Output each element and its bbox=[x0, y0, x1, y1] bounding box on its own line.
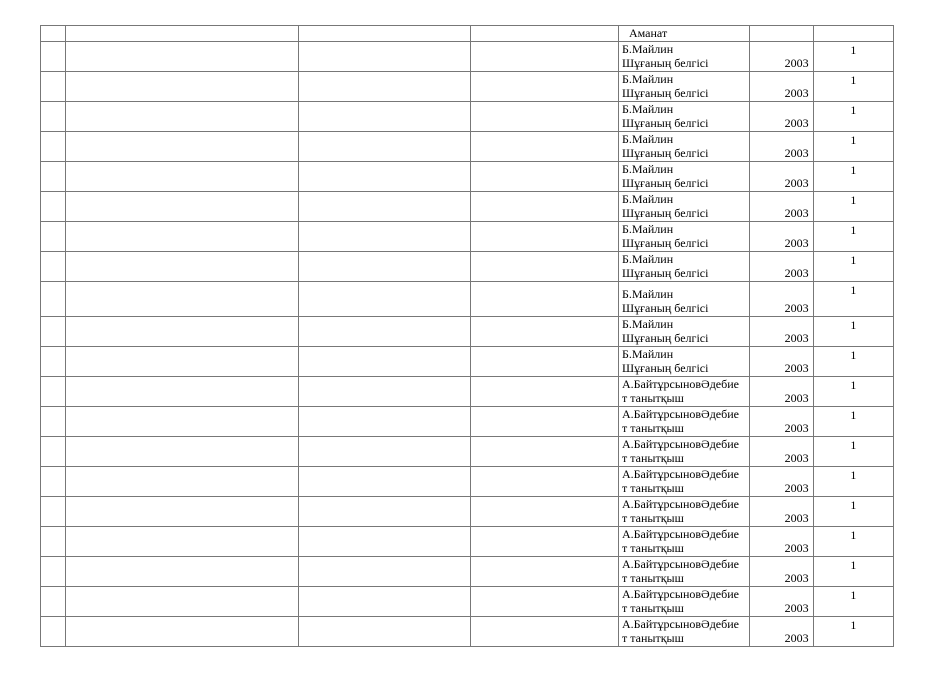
quantity-cell: 1 bbox=[813, 496, 893, 526]
table-row bbox=[41, 251, 894, 281]
book-author: Б.Майлин bbox=[622, 71, 674, 86]
book-author: Б.Майлин bbox=[622, 131, 674, 146]
book-author: А.БайтұрсыновӘдебие bbox=[622, 556, 739, 571]
table-cell bbox=[471, 251, 619, 281]
table-cell bbox=[66, 161, 299, 191]
table-cell bbox=[298, 466, 471, 496]
table-cell bbox=[41, 346, 66, 376]
book-title-cell bbox=[619, 526, 750, 556]
table-cell bbox=[41, 586, 66, 616]
quantity-cell: 1 bbox=[813, 526, 893, 556]
table-cell bbox=[66, 101, 299, 131]
year-cell: 2003 bbox=[750, 251, 813, 281]
table-cell bbox=[298, 131, 471, 161]
book-author: А.БайтұрсыновӘдебие bbox=[622, 496, 739, 511]
quantity-cell: 1 bbox=[813, 191, 893, 221]
year-cell: 2003 bbox=[750, 191, 813, 221]
table-cell bbox=[66, 376, 299, 406]
book-author: А.БайтұрсыновӘдебие bbox=[622, 406, 739, 421]
year-cell: 2003 bbox=[750, 41, 813, 71]
table-cell bbox=[298, 251, 471, 281]
year-cell: 2003 bbox=[750, 71, 813, 101]
book-title: Шұғаның белгісі bbox=[622, 331, 709, 345]
table-cell bbox=[298, 526, 471, 556]
table-cell bbox=[298, 101, 471, 131]
table-cell bbox=[41, 526, 66, 556]
table-cell bbox=[41, 496, 66, 526]
book-title-cell bbox=[619, 71, 750, 101]
table-cell bbox=[298, 71, 471, 101]
table-cell bbox=[41, 316, 66, 346]
year-cell: 2003 bbox=[750, 221, 813, 251]
table-row bbox=[41, 586, 894, 616]
table-cell bbox=[41, 616, 66, 646]
year-cell: 2003 bbox=[750, 346, 813, 376]
book-title: т танытқыш bbox=[622, 421, 684, 435]
table-cell bbox=[41, 406, 66, 436]
book-author: А.БайтұрсыновӘдебие bbox=[622, 526, 739, 541]
document-page bbox=[40, 25, 894, 647]
table-row bbox=[41, 616, 894, 646]
book-title-cell bbox=[619, 221, 750, 251]
table-cell bbox=[66, 191, 299, 221]
book-author: А.БайтұрсыновӘдебие bbox=[622, 466, 739, 481]
book-title: т танытқыш bbox=[622, 541, 684, 555]
quantity-cell: 1 bbox=[813, 616, 893, 646]
table-cell bbox=[41, 466, 66, 496]
book-title: т танытқыш bbox=[622, 571, 684, 585]
book-title-cell bbox=[619, 586, 750, 616]
book-title: т танытқыш bbox=[622, 511, 684, 525]
table-cell bbox=[66, 71, 299, 101]
inventory-table bbox=[40, 25, 894, 647]
table-cell bbox=[471, 26, 619, 42]
year-cell: 2003 bbox=[750, 376, 813, 406]
book-title: Шұғаның белгісі bbox=[622, 86, 709, 100]
table-row bbox=[41, 406, 894, 436]
table-cell bbox=[471, 526, 619, 556]
table-cell bbox=[66, 41, 299, 71]
table-cell bbox=[298, 496, 471, 526]
table-cell bbox=[471, 71, 619, 101]
book-title: т танытқыш bbox=[622, 391, 684, 405]
book-title: Шұғаның белгісі bbox=[622, 116, 709, 130]
table-cell bbox=[298, 221, 471, 251]
table-cell bbox=[66, 556, 299, 586]
book-author: А.БайтұрсыновӘдебие bbox=[622, 436, 739, 451]
table-row bbox=[41, 556, 894, 586]
table-row bbox=[41, 221, 894, 251]
book-author: Б.Майлин bbox=[622, 286, 674, 301]
table-cell bbox=[41, 131, 66, 161]
header-label: Аманат bbox=[619, 26, 750, 42]
table-cell bbox=[298, 436, 471, 466]
book-author: Б.Майлин bbox=[622, 191, 674, 206]
table-cell bbox=[66, 251, 299, 281]
year-cell: 2003 bbox=[750, 406, 813, 436]
table-cell bbox=[471, 466, 619, 496]
quantity-cell: 1 bbox=[813, 436, 893, 466]
table-cell bbox=[66, 316, 299, 346]
table-cell bbox=[66, 131, 299, 161]
table-row bbox=[41, 161, 894, 191]
book-title-cell bbox=[619, 616, 750, 646]
table-cell bbox=[298, 281, 471, 316]
quantity-cell: 1 bbox=[813, 406, 893, 436]
table-cell bbox=[41, 41, 66, 71]
quantity-cell: 1 bbox=[813, 221, 893, 251]
table-row bbox=[41, 466, 894, 496]
table-cell bbox=[66, 26, 299, 42]
table-cell bbox=[298, 316, 471, 346]
table-cell bbox=[471, 281, 619, 316]
book-title: Шұғаның белгісі bbox=[622, 146, 709, 160]
table-cell bbox=[41, 26, 66, 42]
book-title-cell bbox=[619, 436, 750, 466]
book-title-cell bbox=[619, 101, 750, 131]
year-cell: 2003 bbox=[750, 586, 813, 616]
quantity-cell: 1 bbox=[813, 586, 893, 616]
table-cell bbox=[471, 436, 619, 466]
book-title-cell bbox=[619, 406, 750, 436]
book-title-cell bbox=[619, 466, 750, 496]
table-cell bbox=[298, 191, 471, 221]
table-cell bbox=[471, 221, 619, 251]
year-cell: 2003 bbox=[750, 616, 813, 646]
book-title-cell bbox=[619, 496, 750, 526]
book-author: Б.Майлин bbox=[622, 101, 674, 116]
table-cell bbox=[66, 436, 299, 466]
table-cell bbox=[471, 616, 619, 646]
book-title: Шұғаның белгісі bbox=[622, 301, 709, 315]
table-cell bbox=[298, 161, 471, 191]
book-author: А.БайтұрсыновӘдебие bbox=[622, 616, 739, 631]
table-cell bbox=[41, 161, 66, 191]
table-cell bbox=[66, 616, 299, 646]
table-cell bbox=[298, 556, 471, 586]
year-cell: 2003 bbox=[750, 131, 813, 161]
table-row bbox=[41, 41, 894, 71]
table-cell bbox=[298, 406, 471, 436]
table-cell bbox=[41, 191, 66, 221]
book-title: т танытқыш bbox=[622, 601, 684, 615]
year-cell: 2003 bbox=[750, 436, 813, 466]
year-cell: 2003 bbox=[750, 526, 813, 556]
table-cell bbox=[41, 556, 66, 586]
table-header-row bbox=[41, 26, 894, 42]
table-cell bbox=[41, 101, 66, 131]
book-title-cell bbox=[619, 251, 750, 281]
book-title: т танытқыш bbox=[622, 451, 684, 465]
book-title-cell bbox=[619, 41, 750, 71]
table-cell bbox=[66, 466, 299, 496]
quantity-cell: 1 bbox=[813, 556, 893, 586]
table-cell bbox=[41, 376, 66, 406]
book-title: т танытқыш bbox=[622, 481, 684, 495]
quantity-cell: 1 bbox=[813, 316, 893, 346]
quantity-cell: 1 bbox=[813, 466, 893, 496]
table-cell bbox=[66, 221, 299, 251]
book-title-cell bbox=[619, 281, 750, 316]
book-author: Б.Майлин bbox=[622, 346, 674, 361]
book-author: Б.Майлин bbox=[622, 161, 674, 176]
quantity-cell: 1 bbox=[813, 346, 893, 376]
table-cell bbox=[66, 496, 299, 526]
table-row bbox=[41, 131, 894, 161]
book-author: А.БайтұрсыновӘдебие bbox=[622, 586, 739, 601]
table-cell bbox=[41, 436, 66, 466]
table-cell bbox=[298, 586, 471, 616]
table-row bbox=[41, 376, 894, 406]
table-cell bbox=[471, 406, 619, 436]
book-title: Шұғаның белгісі bbox=[622, 266, 709, 280]
table-cell bbox=[66, 586, 299, 616]
quantity-cell: 1 bbox=[813, 41, 893, 71]
book-author: Б.Майлин bbox=[622, 221, 674, 236]
table-cell bbox=[66, 346, 299, 376]
table-cell bbox=[41, 281, 66, 316]
table-cell bbox=[813, 26, 893, 42]
table-cell bbox=[66, 281, 299, 316]
book-title-cell bbox=[619, 161, 750, 191]
table-cell bbox=[298, 376, 471, 406]
book-title: Шұғаның белгісі bbox=[622, 236, 709, 250]
year-cell: 2003 bbox=[750, 496, 813, 526]
quantity-cell: 1 bbox=[813, 161, 893, 191]
book-title: т танытқыш bbox=[622, 631, 684, 645]
table-row bbox=[41, 346, 894, 376]
table-cell bbox=[471, 376, 619, 406]
table-row bbox=[41, 191, 894, 221]
year-cell: 2003 bbox=[750, 466, 813, 496]
book-title-cell bbox=[619, 191, 750, 221]
table-row bbox=[41, 496, 894, 526]
table-cell bbox=[41, 71, 66, 101]
table-cell bbox=[471, 161, 619, 191]
table-cell bbox=[471, 346, 619, 376]
table-cell bbox=[66, 406, 299, 436]
table-cell bbox=[471, 41, 619, 71]
book-title: Шұғаның белгісі bbox=[622, 361, 709, 375]
book-title: Шұғаның белгісі bbox=[622, 56, 709, 70]
table-row bbox=[41, 71, 894, 101]
quantity-cell: 1 bbox=[813, 131, 893, 161]
year-cell: 2003 bbox=[750, 281, 813, 316]
table-cell bbox=[41, 251, 66, 281]
table-cell bbox=[471, 586, 619, 616]
year-cell: 2003 bbox=[750, 316, 813, 346]
book-title: Шұғаның белгісі bbox=[622, 206, 709, 220]
book-title-cell bbox=[619, 556, 750, 586]
table-row bbox=[41, 281, 894, 316]
table-cell bbox=[471, 316, 619, 346]
book-title-cell bbox=[619, 131, 750, 161]
quantity-cell: 1 bbox=[813, 251, 893, 281]
table-cell bbox=[750, 26, 813, 42]
quantity-cell: 1 bbox=[813, 101, 893, 131]
year-cell: 2003 bbox=[750, 556, 813, 586]
table-cell bbox=[471, 496, 619, 526]
table-row bbox=[41, 101, 894, 131]
table-row bbox=[41, 526, 894, 556]
table-cell bbox=[471, 556, 619, 586]
year-cell: 2003 bbox=[750, 101, 813, 131]
book-title-cell bbox=[619, 346, 750, 376]
book-title: Шұғаның белгісі bbox=[622, 176, 709, 190]
table-cell bbox=[66, 526, 299, 556]
table-cell bbox=[41, 221, 66, 251]
table-cell bbox=[471, 101, 619, 131]
table-cell bbox=[298, 346, 471, 376]
book-title-cell bbox=[619, 376, 750, 406]
table-row bbox=[41, 316, 894, 346]
book-author: А.БайтұрсыновӘдебие bbox=[622, 376, 739, 391]
table-cell bbox=[298, 26, 471, 42]
quantity-cell: 1 bbox=[813, 376, 893, 406]
year-cell: 2003 bbox=[750, 161, 813, 191]
table-cell bbox=[471, 131, 619, 161]
quantity-cell: 1 bbox=[813, 71, 893, 101]
book-title-cell bbox=[619, 316, 750, 346]
book-author: Б.Майлин bbox=[622, 41, 674, 56]
table-cell bbox=[298, 41, 471, 71]
quantity-cell: 1 bbox=[813, 281, 893, 316]
book-author: Б.Майлин bbox=[622, 251, 674, 266]
table-row bbox=[41, 436, 894, 466]
table-cell bbox=[298, 616, 471, 646]
table-cell bbox=[471, 191, 619, 221]
book-author: Б.Майлин bbox=[622, 316, 674, 331]
